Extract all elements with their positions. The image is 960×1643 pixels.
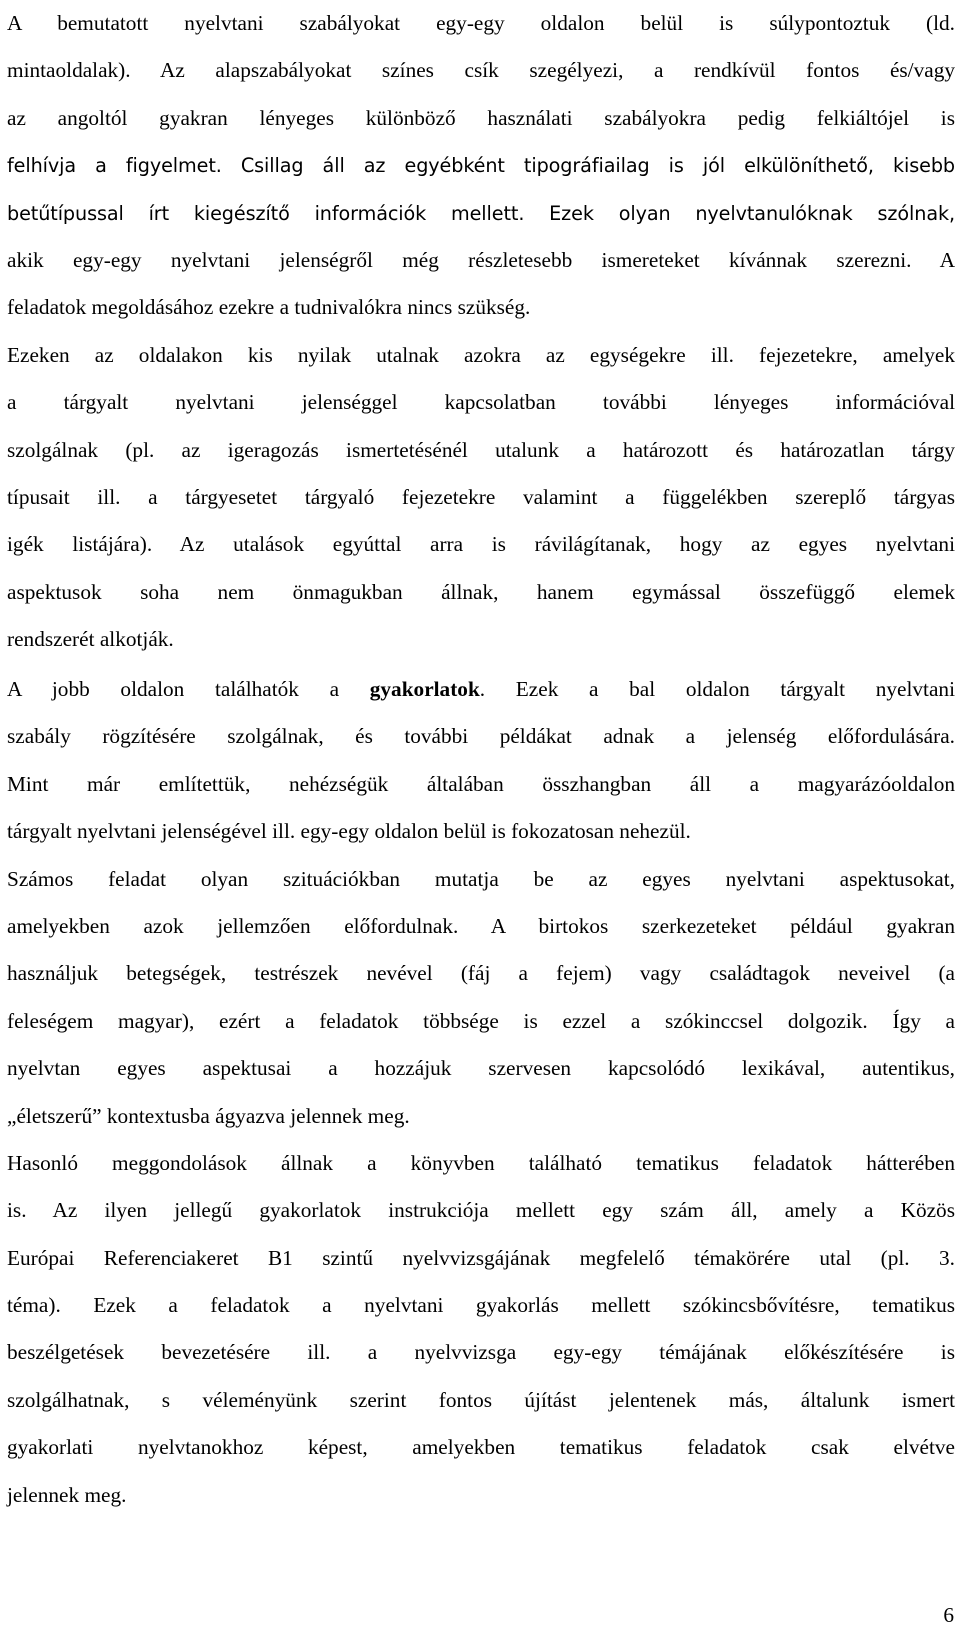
text-line: Európai Referenciakeret B1 szintű nyelvvizsgájának megfelelő témakörére utal (pl. 3. xyxy=(7,1245,955,1270)
text-line: mintaoldalak). Az alapszabályokat színes csík szegélyezi, a rendkívül fontos és/vagy xyxy=(7,58,955,83)
text-line: tárgyalt nyelvtani jelenségével ill. egy-egy oldalon belül is fokozatosan nehezül. xyxy=(7,819,691,844)
text-line: szolgálnak (pl. az igeragozás ismertetésénél utalunk a határozott és határozatlan tárgy xyxy=(7,437,955,462)
text-line: Számos feladat olyan szituációkban mutatja be az egyes nyelvtani aspektusokat, xyxy=(7,866,955,891)
text-line: igék listájára). Az utalások egyúttal arra is rávilágítanak, hogy az egyes nyelvtani xyxy=(7,532,955,557)
text-line: Ezeken az oldalakon kis nyilak utalnak azokra az egységekre ill. fejezetekre, amelyek xyxy=(7,342,955,367)
text-line: feleségem magyar), ezért a feladatok többsége is ezzel a szókinccsel dolgozik. Így a xyxy=(7,1008,955,1033)
text-line: téma). Ezek a feladatok a nyelvtani gyakorlás mellett szókincsbővítésre, tematikus xyxy=(7,1293,955,1318)
text-line: típusait ill. a tárgyesetet tárgyaló fejezetekre valamint a függelékben szereplő tárgyas xyxy=(7,484,955,509)
text-line: gyakorlati nyelvtanokhoz képest, amelyekben tematikus feladatok csak elvétve xyxy=(7,1435,955,1460)
bold-term: gyakorlatok xyxy=(369,677,480,701)
paragraph-exercises xyxy=(7,666,955,1519)
text-line: jelennek meg. xyxy=(7,1482,127,1507)
text-line: aspektusok soha nem önmagukban állnak, hanem egymással összefüggő elemek xyxy=(7,579,955,604)
text-line: feladatok megoldásához ezekre a tudnivalókra nincs szükség. xyxy=(7,295,531,320)
text-line: amelyekben azok jellemzően előfordulnak. A birtokos szerkezeteket például gyakran xyxy=(7,913,955,938)
text-line: Mint már említettük, nehézségük általában összhangban áll a magyarázóoldalon xyxy=(7,771,955,796)
text-line: betűtípussal írt kiegészítő információk mellett. Ezek olyan nyelvtanulóknak szólnak, xyxy=(7,201,955,225)
page-number: 6 xyxy=(943,1603,954,1627)
text-line: szolgálhatnak, s véleményünk szerint fontos újítást jelentenek más, általunk ismert xyxy=(7,1387,955,1412)
text-line: „életszerű” kontextusba ágyazva jelennek meg. xyxy=(7,1103,410,1128)
text-line: szabály rögzítésére szolgálnak, és további példákat adnak a jelenség előfordulására. xyxy=(7,724,955,749)
text-line xyxy=(7,666,955,713)
text-segment: A jobb oldalon találhatók a xyxy=(7,677,370,701)
text-line: rendszerét alkotják. xyxy=(7,627,174,652)
text-line: használjuk betegségek, testrészek nevével (fáj a fejem) vagy családtagok neveivel (a xyxy=(7,961,955,986)
text-line: felhívja a figyelmet. Csillag áll az egyébként tipográfiailag is jól elkülöníthető, kisebb xyxy=(7,154,955,178)
text-line: A bemutatott nyelvtani szabályokat egy-egy oldalon belül is súlypontoztuk (ld. xyxy=(7,11,955,35)
text-line: a tárgyalt nyelvtani jelenséggel kapcsolatban további lényeges információval xyxy=(7,390,955,415)
text-line: akik egy-egy nyelvtani jelenségről még részletesebb ismereteket kívánnak szerezni. A xyxy=(7,247,955,272)
text-line: nyelvtan egyes aspektusai a hozzájuk szervesen kapcsolódó lexikával, autentikus, xyxy=(7,1056,955,1081)
text-line: az angoltól gyakran lényeges különböző használati szabályokra pedig felkiáltójel is xyxy=(7,105,955,130)
text-line: is. Az ilyen jellegű gyakorlatok instrukciója mellett egy szám áll, amely a Közös xyxy=(7,1198,955,1223)
text-line: beszélgetések bevezetésére ill. a nyelvvizsga egy-egy témájának előkészítésére is xyxy=(7,1340,955,1365)
text-line: Hasonló meggondolások állnak a könyvben található tematikus feladatok hátterében xyxy=(7,1150,955,1175)
text-segment: . Ezek a bal oldalon tárgyalt nyelvtani xyxy=(479,677,955,701)
paragraph-intro xyxy=(7,0,955,663)
